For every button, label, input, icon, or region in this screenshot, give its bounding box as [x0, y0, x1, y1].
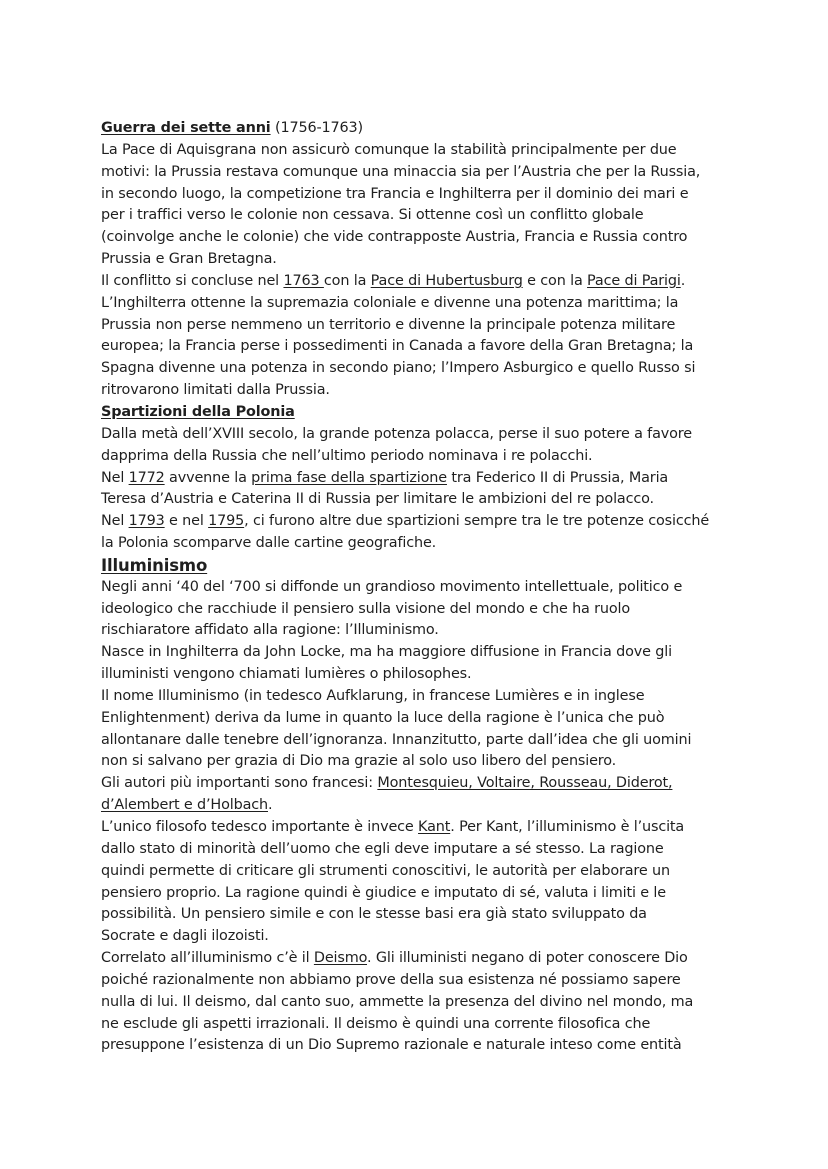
paragraph-line: dallo stato di minorità dell’uomo che egli deve imputare a sé stesso. La ragione	[101, 840, 664, 857]
paragraph-line: La Pace di Aquisgrana non assicurò comunque la stabilità principalmente per due	[101, 141, 677, 158]
paragraph-line	[101, 773, 741, 795]
underlined-term: Montesquieu, Voltaire, Rousseau, Diderot,	[377, 775, 673, 792]
paragraph-line: pensiero proprio. La ragione quindi è giudice e imputato di sé, valuta i limiti e le	[101, 884, 666, 901]
paragraph-line: allontanare dalle tenebre dell’ignoranza. Innanzitutto, parte dall’idea che gli uomini	[101, 731, 692, 748]
paragraph-line: non si salvano per grazia di Dio ma grazie al solo uso libero del pensiero.	[101, 753, 617, 770]
paragraph-line: (coinvolge anche le colonie) che vide contrapposte Austria, Francia e Russia contro	[101, 229, 688, 246]
paragraph-line: nulla di lui. Il deismo, dal canto suo, ammette la presenza del divino nel mondo, ma	[101, 993, 694, 1010]
paragraph-line: Spagna divenne una potenza in secondo piano; l’Impero Asburgico e quello Russo si	[101, 360, 696, 377]
text-run: , ci furono altre due spartizioni sempre tra le tre potenze cosicché	[244, 513, 710, 530]
paragraph-line	[101, 795, 741, 817]
paragraph-line: Prussia non perse nemmeno un territorio e divenne la principale potenza militare	[101, 316, 676, 333]
underlined-term: 1772	[128, 469, 165, 486]
document-page	[101, 118, 741, 1057]
paragraph-line: Socrate e dagli ilozoisti.	[101, 928, 269, 945]
section-seven-years-war	[101, 118, 741, 402]
paragraph-line: Enlightenment) deriva da lume in quanto la luce della ragione è l’unica che può	[101, 709, 665, 726]
underlined-term: 1793	[128, 513, 165, 530]
paragraph-line: in secondo luogo, la competizione tra Francia e Inghilterra per il dominio dei mari e	[101, 185, 689, 202]
paragraph-line: europea; la Francia perse i possedimenti in Canada a favore della Gran Bretagna; la	[101, 338, 694, 355]
paragraph-line: Il nome Illuminismo (in tedesco Aufklarung, in francese Lumières e in inglese	[101, 687, 645, 704]
paragraph-line: possibilità. Un pensiero simile e con le stesse basi era già stato sviluppato da	[101, 906, 647, 923]
section-title: Spartizioni della Polonia	[101, 403, 295, 420]
paragraph-line: Teresa d’Austria e Caterina II di Russia per limitare le ambizioni del re polacco.	[101, 491, 654, 508]
text-run: . Gli illuministi negano di poter conoscere Dio	[367, 950, 688, 967]
paragraph-line: illuministi vengono chiamati lumières o philosophes.	[101, 666, 472, 683]
paragraph-line: ritrovarono limitati dalla Prussia.	[101, 382, 330, 399]
paragraph-line	[101, 271, 741, 293]
text-run: Il conflitto si concluse nel	[101, 272, 284, 289]
underlined-term: Pace di Hubertusburg	[370, 272, 523, 289]
text-run: e con la	[522, 272, 588, 289]
paragraph-line	[101, 468, 741, 490]
section-heading-line	[101, 118, 741, 140]
text-run: tra Federico II di Prussia, Maria	[446, 469, 669, 486]
paragraph-line	[101, 948, 741, 970]
paragraph-line: Negli anni ‘40 del ‘700 si diffonde un grandioso movimento intellettuale, politico e	[101, 578, 683, 595]
text-run: . Per Kant, l’illuminismo è l’uscita	[450, 819, 685, 835]
text-run: Correlato all’illuminismo c’è il	[101, 950, 314, 967]
section-title: Illuminismo	[101, 555, 208, 575]
text-run: .	[268, 797, 273, 814]
paragraph-line: per i traffici verso le colonie non cessava. Si ottenne così un conflitto globale	[101, 207, 644, 224]
paragraph-line	[101, 817, 741, 839]
underlined-term: d’Alembert e d’Holbach	[101, 797, 268, 814]
section-title: Guerra dei sette anni	[101, 120, 271, 136]
paragraph-line: ne esclude gli aspetti irrazionali. Il deismo è quindi una corrente filosofica che	[101, 1015, 651, 1032]
text-run: avvenne la	[164, 469, 252, 486]
section-partitions-of-poland	[101, 402, 741, 555]
text-run: e nel	[164, 513, 209, 530]
paragraph-line	[101, 511, 741, 533]
paragraph-line: presuppone l’esistenza di un Dio Supremo razionale e naturale inteso come entità	[101, 1037, 682, 1054]
underlined-term: Pace di Parigi	[587, 272, 681, 289]
section-enlightenment	[101, 555, 741, 1057]
underlined-term: 1795	[208, 513, 245, 530]
paragraph-line: Dalla metà dell’XVIII secolo, la grande potenza polacca, perse il suo potere a favore	[101, 425, 692, 442]
text-run: Nel	[101, 513, 129, 530]
text-run: Nel	[101, 469, 129, 486]
underlined-term: Kant	[418, 819, 451, 835]
text-run: .	[680, 272, 686, 289]
paragraph-line: L’Inghilterra ottenne la supremazia coloniale e divenne una potenza marittima; la	[101, 294, 679, 311]
paragraph-line: dapprima della Russia che nell’ultimo periodo nominava i re polacchi.	[101, 447, 593, 464]
paragraph-line: motivi: la Prussia restava comunque una minaccia sia per l’Austria che per la Russia,	[101, 163, 701, 180]
paragraph-line: Nasce in Inghilterra da John Locke, ma ha maggiore diffusione in Francia dove gli	[101, 644, 672, 661]
text-run: L’unico filosofo tedesco importante è invece	[101, 819, 419, 835]
underlined-term: 1763	[283, 272, 324, 289]
text-run: con la	[323, 272, 371, 289]
paragraph-line: la Polonia scomparve dalle cartine geografiche.	[101, 535, 437, 552]
paragraph-line: quindi permette di criticare gli strumenti conoscitivi, le autorità per elaborare un	[101, 862, 670, 879]
underlined-term: prima fase della spartizione	[251, 469, 447, 486]
paragraph-line: Prussia e Gran Bretagna.	[101, 251, 277, 268]
paragraph-line: poiché razionalmente non abbiamo prove della sua esistenza né possiamo sapere	[101, 971, 681, 988]
section-dates: (1756-1763)	[270, 120, 364, 136]
paragraph-line: rischiaratore affidato alla ragione: l’Illuminismo.	[101, 622, 439, 639]
text-run: Gli autori più importanti sono francesi:	[101, 775, 378, 792]
paragraph-line: ideologico che racchiude il pensiero sulla visione del mondo e che ha ruolo	[101, 600, 631, 617]
underlined-term: Deismo	[313, 950, 367, 967]
